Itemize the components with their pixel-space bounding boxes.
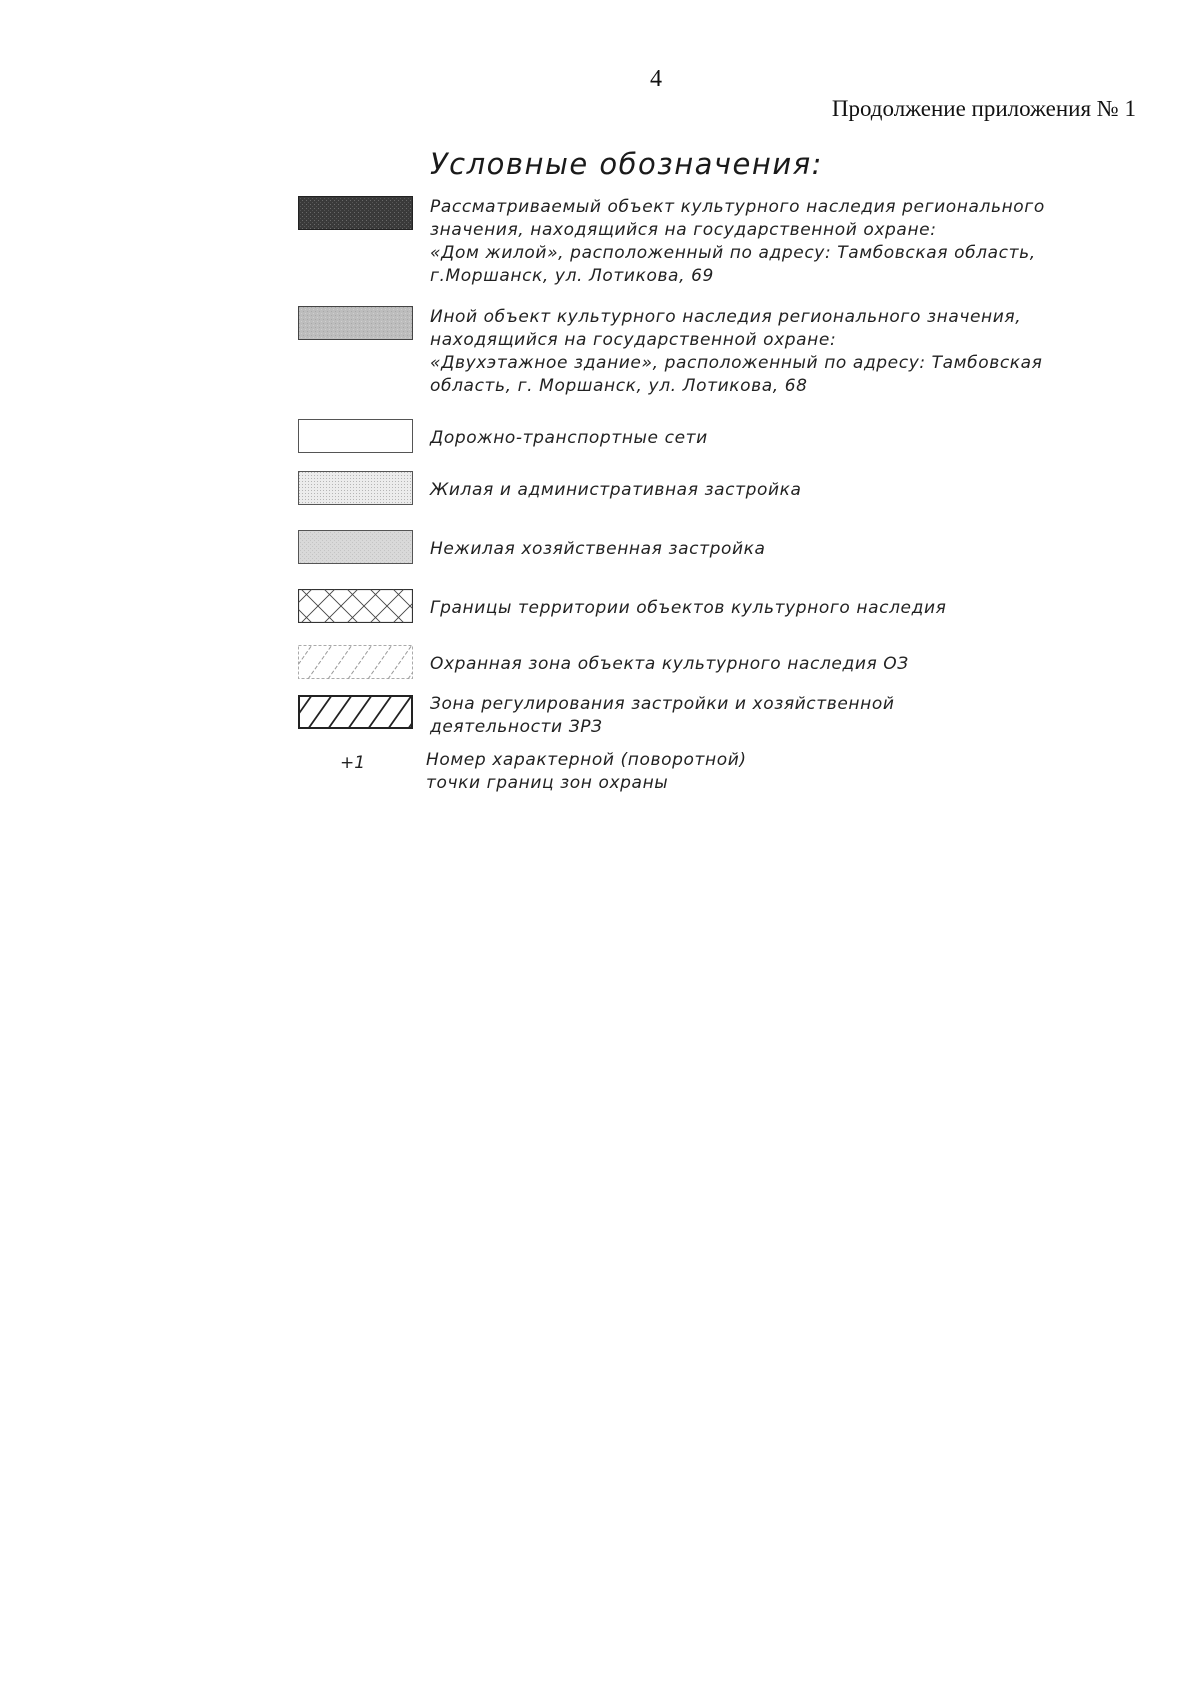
medium-gray-fill-swatch xyxy=(298,306,413,340)
legend-title: Условные обозначения: xyxy=(430,147,823,181)
legend-text-heritage-territory-boundaries: Границы территории объектов культурного наследия xyxy=(430,598,947,618)
legend-text-road-network: Дорожно-транспортные сети xyxy=(430,428,708,448)
legend-text-non-residential-buildings: Нежилая хозяйственная застройка xyxy=(430,539,766,559)
legend-text-protection-zone: Охранная зона объекта культурного наследия ОЗ xyxy=(430,654,909,674)
dark-fill-swatch xyxy=(298,196,413,230)
page-number: 4 xyxy=(650,66,662,92)
cross-hatch-swatch xyxy=(298,589,413,623)
turning-point-marker: +1 xyxy=(340,753,366,773)
legend-text-turning-point-number: Номер характерной (поворотной) точки границ зон охраны xyxy=(426,750,747,793)
legend-text-other-heritage-object: Иной объект культурного наследия регионального значения, находящийся на государственной охране: «Двухэтажное здание», расположенный по адресу: Тамбовская область, г. Моршанск, ул. Лотикова, 68 xyxy=(430,307,1043,396)
white-fill-swatch xyxy=(298,419,413,453)
appendix-header: Продолжение приложения № 1 xyxy=(831,96,1136,121)
light-dotted-fill-swatch xyxy=(298,471,413,505)
legend-text-residential-buildings: Жилая и административная застройка xyxy=(430,480,802,500)
legend-text-regional-heritage-object: Рассматриваемый объект культурного наследия регионального значения, находящийся на государственной охране: «Дом жилой», расположенный по адресу: Тамбовская область, г.Моршанск, ул. Лотикова, 69 xyxy=(430,197,1045,286)
bold-diagonal-hatch-swatch xyxy=(298,695,413,729)
light-gray-fill-swatch xyxy=(298,530,413,564)
light-diagonal-hatch-swatch xyxy=(298,645,413,679)
legend-text-development-regulation-zone: Зона регулирования застройки и хозяйственной деятельности ЗРЗ xyxy=(430,694,895,737)
